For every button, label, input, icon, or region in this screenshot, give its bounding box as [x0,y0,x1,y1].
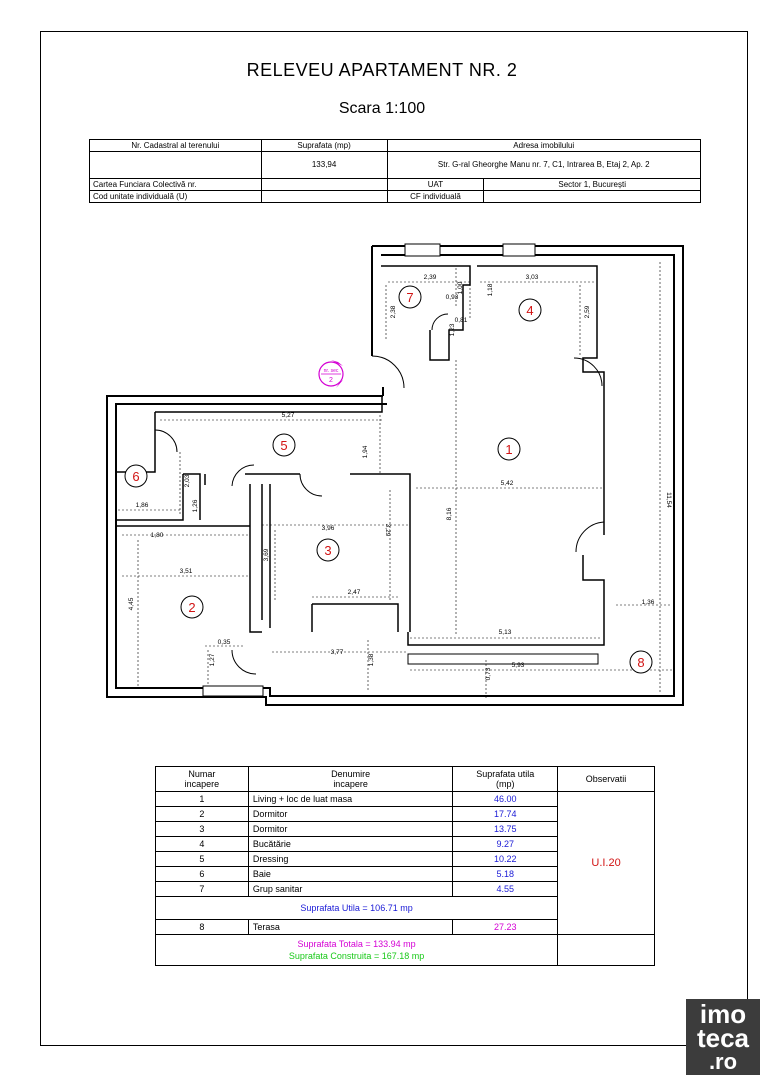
surface-value: 133,94 [261,152,387,179]
dim-label: 1,94 [362,445,369,459]
logo-line-3: .ro [708,1049,738,1074]
room-area: 17.74 [453,807,558,822]
room-number-7: 7 [406,290,414,305]
door [155,430,177,452]
dim-label: 1,26 [192,499,199,513]
rooms-table [155,766,655,966]
entry-door [372,356,404,388]
room-num: 3 [156,822,249,837]
room-num: 6 [156,867,249,882]
window [503,244,535,256]
section-marker-bottom: 2 [329,377,333,384]
wall [205,474,410,632]
room-name: Grup sanitar [248,882,453,897]
room-area: 10.22 [453,852,558,867]
dim-label: 2,03 [184,474,191,488]
cadastral-value [90,152,262,179]
header-obs: Observatii [558,767,655,792]
cf-label: CF individuală [387,191,484,203]
dim-label: 1,36 [641,599,655,606]
empty-obs-cell [558,935,655,966]
cod-label: Cod unitate individuală (U) [90,191,262,203]
uat-label: UAT [387,179,484,191]
room-name: Dormitor [248,807,453,822]
dim-label: 3,29 [384,523,391,537]
dim-label: 1,86 [135,502,149,509]
room-name: Bucătărie [248,837,453,852]
cod-value [261,191,387,203]
carte-value [261,179,387,191]
room-number-4: 4 [526,303,534,318]
room-name: Dormitor [248,822,453,837]
dim-label: 3,03 [525,274,539,281]
dim-label: 1,38 [368,653,375,667]
dim-label: 1,80 [150,532,164,539]
imoteca-logo [686,999,760,1075]
header-cadastral: Nr. Cadastral al terenului [90,140,262,152]
header-address: Adresa imobilului [387,140,701,152]
header-name-text: Denumire incapere [331,769,371,789]
dim-label: 11,54 [665,492,672,508]
header-name [248,767,453,792]
uat-value: Sector 1, București [484,179,701,191]
useful-total: Suprafata Utila = 106.71 mp [156,897,558,920]
observations: U.I.20 [558,792,655,935]
logo-line-1: imo [699,999,747,1029]
dim-label: 3,77 [330,649,344,656]
carte-label: Cartea Funciara Colectivă nr. [90,179,262,191]
logo-line-2: teca [696,1023,750,1053]
room-area: 4.55 [453,882,558,897]
wall [312,604,398,632]
terrace-num: 8 [156,920,249,935]
door [300,474,322,496]
window [203,686,263,696]
table-row [156,792,655,807]
terrace-area: 27.23 [453,920,558,935]
room-area: 9.27 [453,837,558,852]
header-num [156,767,249,792]
dim-label: 3,96 [321,525,335,532]
wall [116,396,382,472]
room-num: 1 [156,792,249,807]
dim-label: 5,27 [281,412,295,419]
room-area: 5.18 [453,867,558,882]
header-surface: Suprafata (mp) [261,140,387,152]
dim-label: 0,35 [217,639,231,646]
dim-label: 2,59 [584,305,591,319]
room-name: Living + loc de luat masa [248,792,453,807]
dim-label: 2,38 [390,305,397,319]
door [232,650,256,674]
room-number-6: 6 [132,469,140,484]
room-number-8: 8 [637,655,645,670]
totals-cell [156,935,558,966]
window [408,654,598,664]
room-number-1: 1 [505,442,513,457]
dim-label: 5,93 [511,662,525,669]
room-num: 5 [156,852,249,867]
room-num: 7 [156,882,249,897]
room-area: 46.00 [453,792,558,807]
header-area-text: Suprafata utila (mp) [476,769,535,789]
room-num: 4 [156,837,249,852]
room-name: Baie [248,867,453,882]
dim-label: 1,00 [457,281,464,295]
room-name: Dressing [248,852,453,867]
dim-label: 8,16 [446,507,453,521]
address-value: Str. G-ral Gheorghe Manu nr. 7, C1, Intrarea B, Etaj 2, Ap. 2 [387,152,701,179]
door [576,522,604,552]
dim-label: 1,23 [449,323,456,337]
room-number-2: 2 [188,600,196,615]
section-marker [319,360,343,388]
total-surface: Suprafata Totala = 133.94 mp [297,939,416,949]
header-area [453,767,558,792]
dim-label: 1,18 [487,283,494,297]
built-surface: Suprafata Construita = 167.18 mp [288,951,425,961]
dim-label: 0,93 [445,294,459,301]
window [405,244,440,256]
dim-label: 1,27 [209,653,216,667]
scale-label: Scara 1:100 [338,100,426,117]
dim-label: 5,13 [498,629,512,636]
door [432,314,448,330]
page-title: RELEVEU APARTAMENT NR. 2 [246,60,518,80]
dim-label: 5,42 [500,480,514,487]
terrace-name: Terasa [248,920,453,935]
dim-label: 0,73 [485,667,492,681]
section-marker-top: nr. sec [323,368,339,374]
dim-label: 3,51 [179,568,193,575]
cf-value [484,191,701,203]
dim-label: 2,39 [423,274,437,281]
dim-label: 0,81 [454,317,468,324]
floor-plan [100,240,690,710]
room-number-5: 5 [280,438,288,453]
room-area: 13.75 [453,822,558,837]
door [232,465,254,486]
dim-label: 4,45 [128,597,135,611]
header-num-text: Numar incapere [184,769,220,789]
room-num: 2 [156,807,249,822]
dim-label: 3,69 [263,548,270,562]
info-table [89,139,701,203]
room-number-3: 3 [324,543,332,558]
dim-label: 2,47 [347,589,361,596]
